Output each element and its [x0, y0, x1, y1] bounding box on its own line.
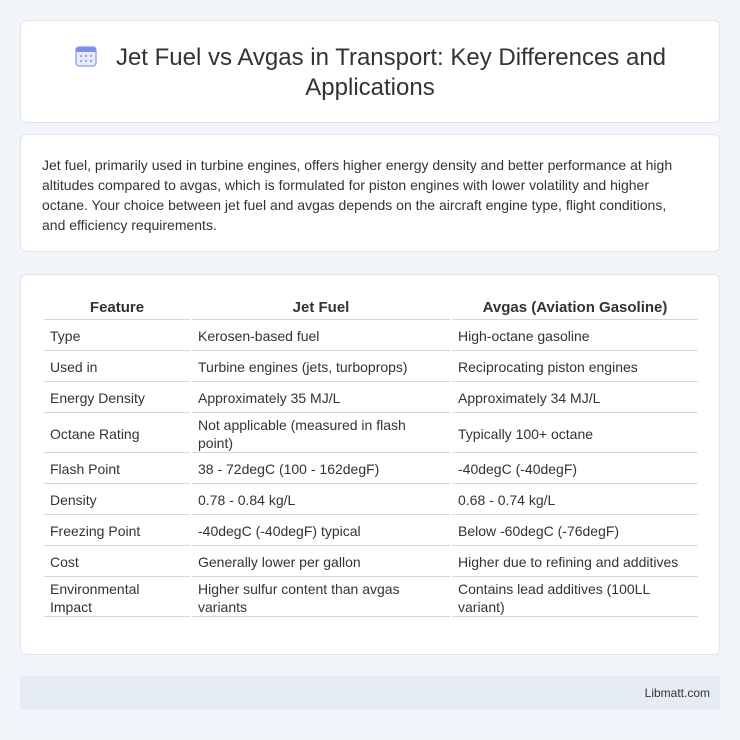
table-row	[44, 353, 698, 382]
comparison-table	[42, 294, 700, 619]
feature-cell: Used in	[44, 353, 190, 382]
jet-fuel-cell: 38 - 72degC (100 - 162degF)	[192, 455, 450, 484]
intro-paragraph: Jet fuel, primarily used in turbine engines, offers higher energy density and better performance at high altitudes compared to avgas, which is formulated for piston engines with lower volatility and higher octane. Your choice between jet fuel and avgas depends on the aircraft engine type, flight conditions, and efficiency requirements.	[42, 157, 673, 233]
page-title	[21, 43, 719, 103]
jet-fuel-cell: Not applicable (measured in flash point)	[192, 415, 450, 453]
table-row	[44, 579, 698, 617]
jet-fuel-cell: Higher sulfur content than avgas variants	[192, 579, 450, 617]
feature-cell: Environmental Impact	[44, 579, 190, 617]
avgas-cell: Reciprocating piston engines	[452, 353, 698, 382]
table-row	[44, 384, 698, 413]
table-row	[44, 548, 698, 577]
feature-cell: Cost	[44, 548, 190, 577]
jet-fuel-cell: Turbine engines (jets, turboprops)	[192, 353, 450, 382]
avgas-cell: Typically 100+ octane	[452, 415, 698, 453]
avgas-cell: High-octane gasoline	[452, 322, 698, 351]
header-jet-fuel: Jet Fuel	[192, 296, 450, 320]
header-feature: Feature	[44, 296, 190, 320]
table-row	[44, 517, 698, 546]
title-card	[20, 20, 720, 123]
jet-fuel-cell: Kerosen-based fuel	[192, 322, 450, 351]
avgas-cell: Higher due to refining and additives	[452, 548, 698, 577]
table-row	[44, 415, 698, 453]
footer-bar	[20, 676, 720, 710]
jet-fuel-cell: -40degC (-40degF) typical	[192, 517, 450, 546]
feature-cell: Freezing Point	[44, 517, 190, 546]
header-avgas: Avgas (Aviation Gasoline)	[452, 296, 698, 320]
table-row	[44, 486, 698, 515]
table-row	[44, 455, 698, 484]
jet-fuel-cell: Generally lower per gallon	[192, 548, 450, 577]
feature-cell: Type	[44, 322, 190, 351]
table-row	[44, 322, 698, 351]
feature-cell: Flash Point	[44, 455, 190, 484]
feature-cell: Octane Rating	[44, 415, 190, 453]
feature-cell: Density	[44, 486, 190, 515]
avgas-cell: 0.68 - 0.74 kg/L	[452, 486, 698, 515]
comparison-card	[20, 274, 720, 655]
calendar-icon	[74, 44, 98, 68]
avgas-cell: -40degC (-40degF)	[452, 455, 698, 484]
page-title-text: Jet Fuel vs Avgas in Transport: Key Differences and Applications	[115, 44, 667, 101]
avgas-cell: Contains lead additives (100LL variant)	[452, 579, 698, 617]
jet-fuel-cell: 0.78 - 0.84 kg/L	[192, 486, 450, 515]
intro-card	[20, 134, 720, 252]
jet-fuel-cell: Approximately 35 MJ/L	[192, 384, 450, 413]
avgas-cell: Approximately 34 MJ/L	[452, 384, 698, 413]
footer-brand: Libmatt.com	[644, 686, 710, 700]
table-header-row	[44, 296, 698, 320]
feature-cell: Energy Density	[44, 384, 190, 413]
avgas-cell: Below -60degC (-76degF)	[452, 517, 698, 546]
